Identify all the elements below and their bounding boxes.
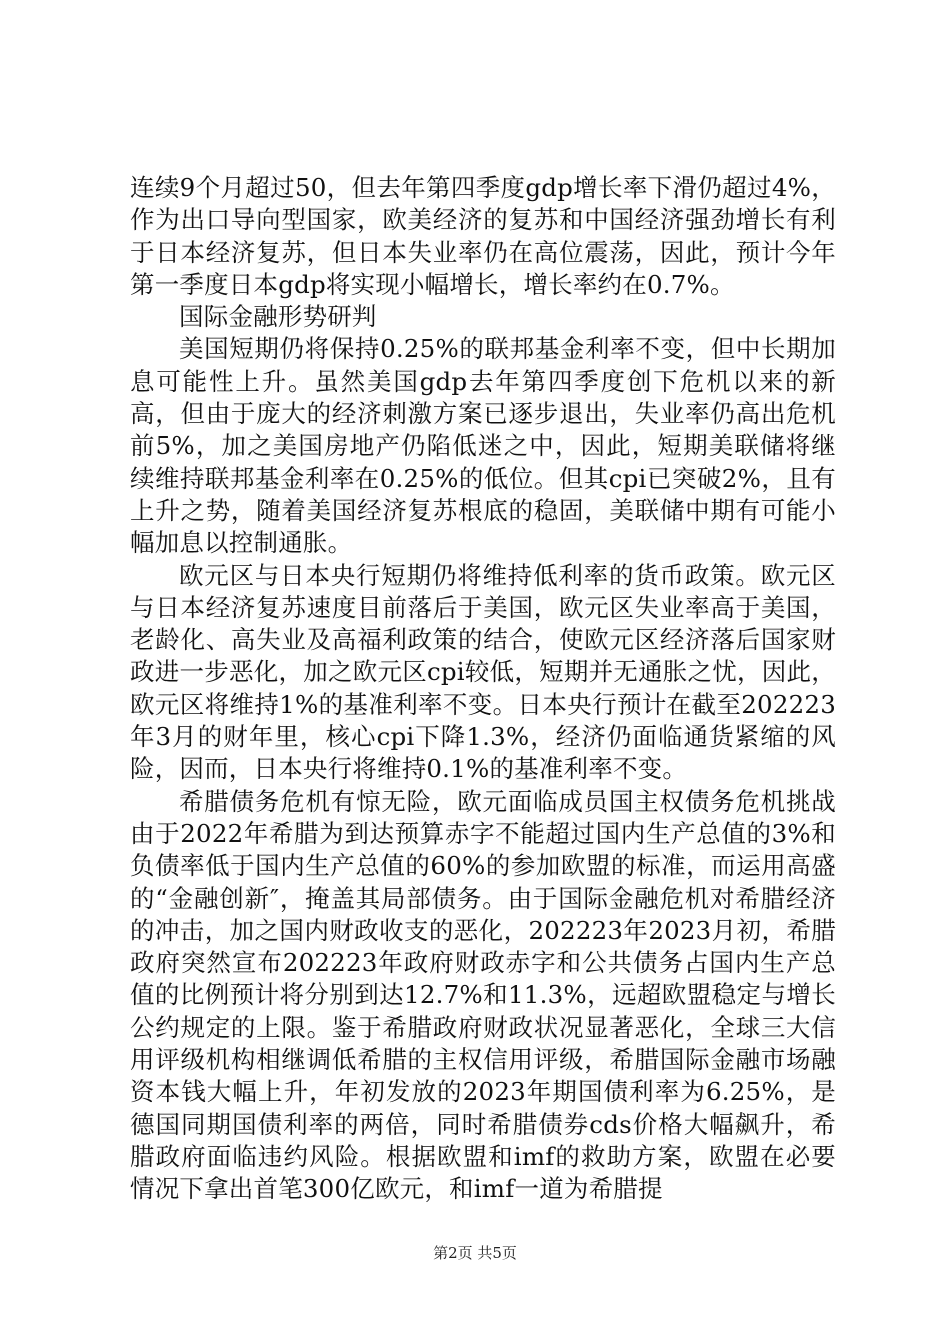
document-body [130,172,836,1206]
section-heading: 国际金融形势研判 [179,302,377,332]
paragraph-euro-japan-policy: 欧元区与日本央行短期仍将维持低利率的货币政策。欧元区与日本经济复苏速度目前落后于美国，欧元区失业率高于美国，老龄化、高失业及高福利政策的结合，使欧元区经济落后国家财政进一步恶化，加之欧元区cpi较低，短期并无通胀之忧，因此，欧元区将维持1%的基准利率不变。日本央行预计在截至202223年3月的财年里，核心cpi下降1.3%，经济仍面临通货紧缩的风险，因而，日本央行将维持0.1%的基准利率不变。 [130,560,836,784]
paragraph-us-policy: 美国短期仍将保持0.25%的联邦基金利率不变，但中长期加息可能性上升。虽然美国gdp去年第四季度创下危机以来的新高，但由于庞大的经济刺激方案已逐步退出，失业率仍高出危机前5%，加之美国房地产仍陷低迷之中，因此，短期美联储将继续维持联邦基金利率在0.25%的低位。但其cpi已突破2%，且有上升之势，随着美国经济复苏根底的稳固，美联储中期有可能小幅加息以控制通胀。 [130,334,836,558]
paragraph-continuation: 连续9个月超过50，但去年第四季度gdp增长率下滑仍超过4%，作为出口导向型国家，欧美经济的复苏和中国经济强劲增长有利于日本经济复苏，但日本失业率仍在高位震荡，因此，预计今年第一季度日本gdp将实现小幅增长，增长率约在0.7%。 [130,173,836,299]
page-footer: 第2页 共5页 [433,1244,517,1262]
paragraph-greece-debt: 希腊债务危机有惊无险，欧元面临成员国主权债务危机挑战由于2022年希腊为到达预算赤字不能超过国内生产总值的3%和负债率低于国内生产总值的60%的参加欧盟的标准，而运用高盛的“金融创新″，掩盖其局部债务。由于国际金融危机对希腊经济的冲击，加之国内财政收支的恶化，202223年2023月初，希腊政府突然宣布202223年政府财政赤字和公共债务占国内生产总值的比例预计将分别到达12.7%和11.3%，远超欧盟稳定与增长公约规定的上限。鉴于希腊政府财政状况显著恶化，全球三大信用评级机构相继调低希腊的主权信用评级，希腊国际金融市场融资本钱大幅上升，年初发放的2023年期国债利率为6.25%，是德国同期国债利率的两倍，同时希腊债券cds价格大幅飙升，希腊政府面临违约风险。根据欧盟和imf的救助方案，欧盟在必要情况下拿出首笔300亿欧元，和imf一道为希腊提 [130,786,836,1204]
